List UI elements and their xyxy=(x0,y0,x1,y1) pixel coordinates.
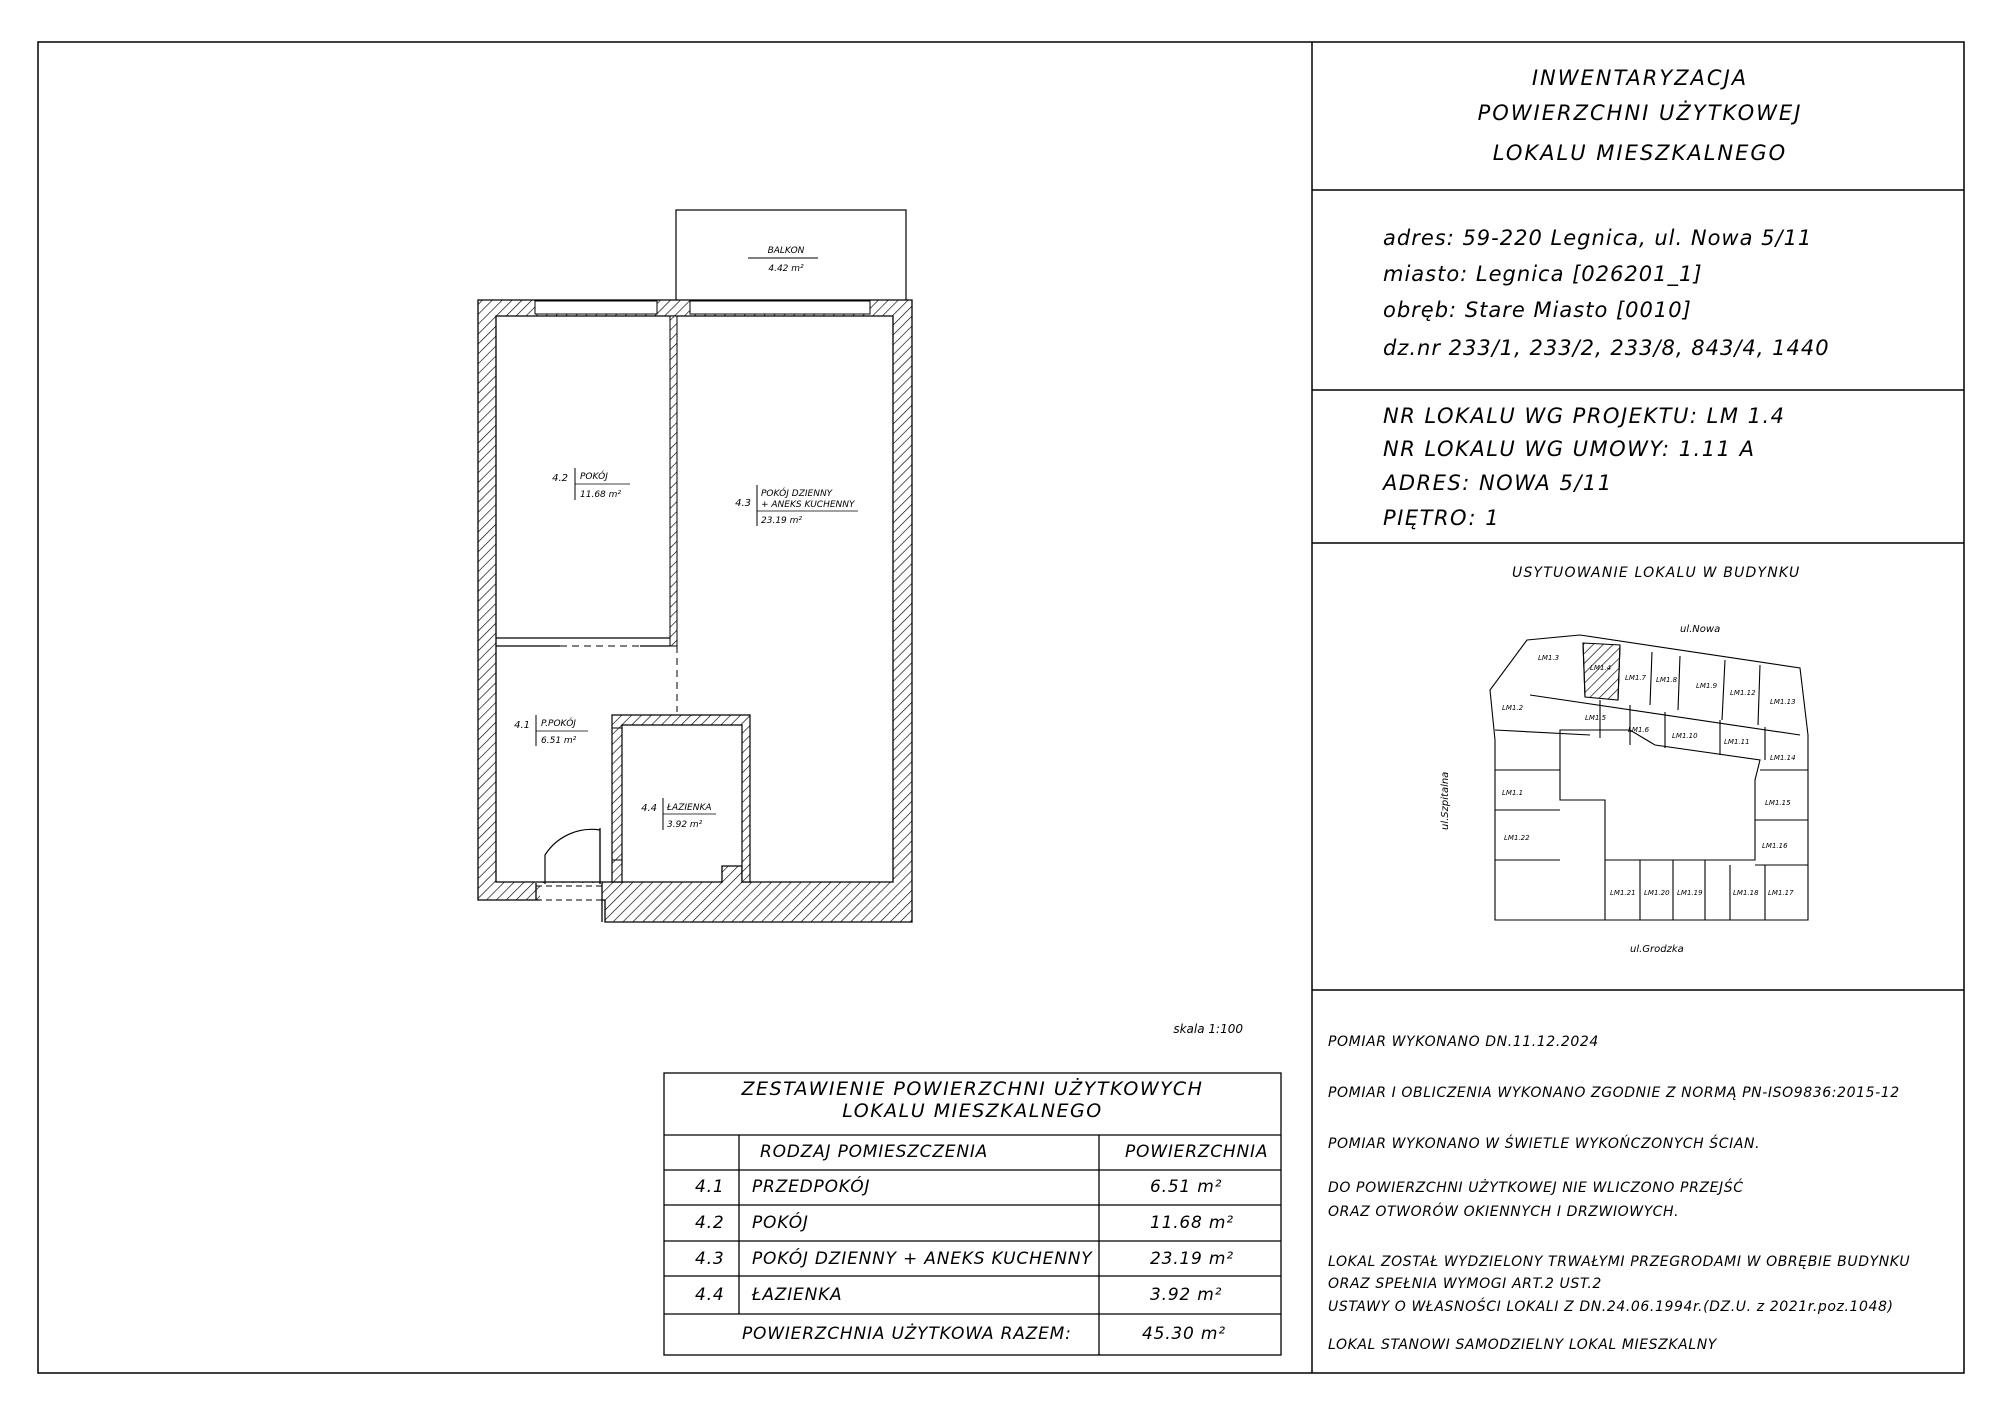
note-5: ORAZ OTWORÓW OKIENNYCH I DRZWIOWYCH. xyxy=(1328,1204,1680,1220)
column-header-type: RODZAJ POMIESZCZENIA xyxy=(760,1142,989,1162)
unit-label: LM1.22 xyxy=(1504,834,1530,842)
note-7: ORAZ SPEŁNIA WYMOGI ART.2 UST.2 xyxy=(1328,1276,1602,1292)
unit-label: LM1.10 xyxy=(1672,732,1698,740)
header-line-3: LOKALU MIESZKALNEGO xyxy=(1492,141,1788,165)
note-6: LOKAL ZOSTAŁ WYDZIELONY TRWAŁYMI PRZEGRODAMI W OBRĘBIE BUDYNKU xyxy=(1328,1254,1911,1270)
unit-nr-contract: NR LOKALU WG UMOWY: 1.11 A xyxy=(1383,437,1756,461)
table-row-name: ŁAZIENKA xyxy=(752,1285,843,1305)
address-line: adres: 59-220 Legnica, ul. Nowa 5/11 xyxy=(1383,226,1813,250)
precinct-line: obręb: Stare Miasto [0010] xyxy=(1383,298,1692,322)
note-9: LOKAL STANOWI SAMODZIELNY LOKAL MIESZKALNY xyxy=(1328,1337,1717,1353)
note-8: USTAWY O WŁASNOŚCI LOKALI Z DN.24.06.1994r.(DZ.U. z 2021r.poz.1048) xyxy=(1328,1299,1894,1315)
table-row-name: PRZEDPOKÓJ xyxy=(752,1177,871,1197)
location-title: USYTUOWANIE LOKALU W BUDYNKU xyxy=(1512,565,1801,581)
unit-label: LM1.20 xyxy=(1644,889,1670,897)
unit-nr-project: NR LOKALU WG PROJEKTU: LM 1.4 xyxy=(1383,404,1786,428)
summary-title-2: LOKALU MIESZKALNEGO xyxy=(842,1100,1103,1122)
room-area: 3.92 m² xyxy=(667,820,703,830)
unit-label: LM1.1 xyxy=(1502,789,1524,797)
unit-floor: PIĘTRO: 1 xyxy=(1383,506,1501,530)
table-row-name: POKÓJ DZIENNY + ANEKS KUCHENNY xyxy=(752,1249,1093,1269)
room-label-4.1 xyxy=(514,715,588,746)
unit-label: LM1.18 xyxy=(1733,889,1759,897)
column-header-area: POWIERZCHNIA xyxy=(1125,1142,1269,1162)
balcony-label xyxy=(768,246,805,274)
total-label: POWIERZCHNIA UŻYTKOWA RAZEM: xyxy=(742,1324,1072,1344)
note-3: POMIAR WYKONANO W ŚWIETLE WYKOŃCZONYCH ŚCIAN. xyxy=(1328,1136,1761,1152)
svg-text:BALKON: BALKON xyxy=(767,246,805,256)
room-nr: 4.4 xyxy=(641,803,657,814)
unit-label: LM1.2 xyxy=(1502,704,1524,712)
unit-label: LM1.3 xyxy=(1538,654,1560,662)
note-4: DO POWIERZCHNI UŻYTKOWEJ NIE WLICZONO PRZEJŚĆ xyxy=(1328,1180,1744,1196)
header-line-1: INWENTARYZACJA xyxy=(1531,66,1749,90)
room-nr: 4.3 xyxy=(735,498,751,509)
unit-label-highlighted: LM1.4 xyxy=(1590,664,1612,672)
room-name: POKÓJ xyxy=(580,472,608,482)
unit-address: ADRES: NOWA 5/11 xyxy=(1383,471,1613,495)
room-nr: 4.1 xyxy=(514,720,530,731)
room-label-4.3 xyxy=(735,485,858,526)
summary-title-1: ZESTAWIENIE POWIERZCHNI UŻYTKOWYCH xyxy=(741,1078,1204,1100)
unit-label: LM1.14 xyxy=(1770,754,1796,762)
unit-label: LM1.13 xyxy=(1770,698,1796,706)
table-row-nr: 4.3 xyxy=(695,1249,725,1269)
table-row-nr: 4.2 xyxy=(695,1213,725,1233)
table-row-nr: 4.4 xyxy=(695,1285,725,1305)
table-row-area: 6.51 m² xyxy=(1150,1177,1223,1197)
total-value: 45.30 m² xyxy=(1142,1324,1226,1344)
room-name: POKÓJ DZIENNY xyxy=(761,489,833,499)
unit-label: LM1.17 xyxy=(1768,889,1794,897)
room-name: P.POKÓJ xyxy=(541,719,576,729)
unit-label: LM1.19 xyxy=(1677,889,1703,897)
room-label-4.4 xyxy=(641,798,716,830)
note-2: POMIAR I OBLICZENIA WYKONANO ZGODNIE Z NORMĄ PN-ISO9836:2015-12 xyxy=(1328,1085,1900,1101)
room-nr: 4.2 xyxy=(552,473,568,484)
svg-text:4.42 m²: 4.42 m² xyxy=(768,264,804,274)
scale-label: skala 1:100 xyxy=(1173,1022,1243,1036)
table-row-area: 11.68 m² xyxy=(1150,1213,1234,1233)
room-name: ŁAZIENKA xyxy=(667,803,712,813)
room-area: 6.51 m² xyxy=(541,736,577,746)
unit-label: LM1.12 xyxy=(1730,689,1756,697)
room-area: 11.68 m² xyxy=(580,490,622,500)
unit-label: LM1.11 xyxy=(1724,738,1750,746)
unit-label: LM1.15 xyxy=(1765,799,1791,807)
unit-label: LM1.9 xyxy=(1696,682,1718,690)
site-plan xyxy=(1490,635,1808,920)
street-label-west: ul.Szpitalna xyxy=(1440,771,1451,830)
unit-label: LM1.21 xyxy=(1610,889,1636,897)
parcels-line: dz.nr 233/1, 233/2, 233/8, 843/4, 1440 xyxy=(1383,336,1830,360)
street-label-north: ul.Nowa xyxy=(1680,624,1721,635)
room-area: 23.19 m² xyxy=(761,516,803,526)
unit-label: LM1.8 xyxy=(1656,676,1678,684)
note-1: POMIAR WYKONANO DN.11.12.2024 xyxy=(1328,1034,1599,1050)
room-label-4.2 xyxy=(552,468,630,500)
unit-label: LM1.16 xyxy=(1762,842,1788,850)
unit-label: LM1.7 xyxy=(1625,674,1647,682)
floor-plan xyxy=(478,210,912,923)
table-row-area: 23.19 m² xyxy=(1150,1249,1234,1269)
street-label-south: ul.Grodzka xyxy=(1630,944,1684,955)
table-row-area: 3.92 m² xyxy=(1150,1285,1223,1305)
city-line: miasto: Legnica [026201_1] xyxy=(1383,262,1703,286)
unit-label: LM1.6 xyxy=(1628,726,1650,734)
table-row-nr: 4.1 xyxy=(695,1177,725,1197)
unit-label: LM1.5 xyxy=(1585,714,1607,722)
room-name-2: + ANEKS KUCHENNY xyxy=(761,500,855,510)
table-row-name: POKÓJ xyxy=(752,1213,809,1233)
header-line-2: POWIERZCHNI UŻYTKOWEJ xyxy=(1477,101,1803,125)
